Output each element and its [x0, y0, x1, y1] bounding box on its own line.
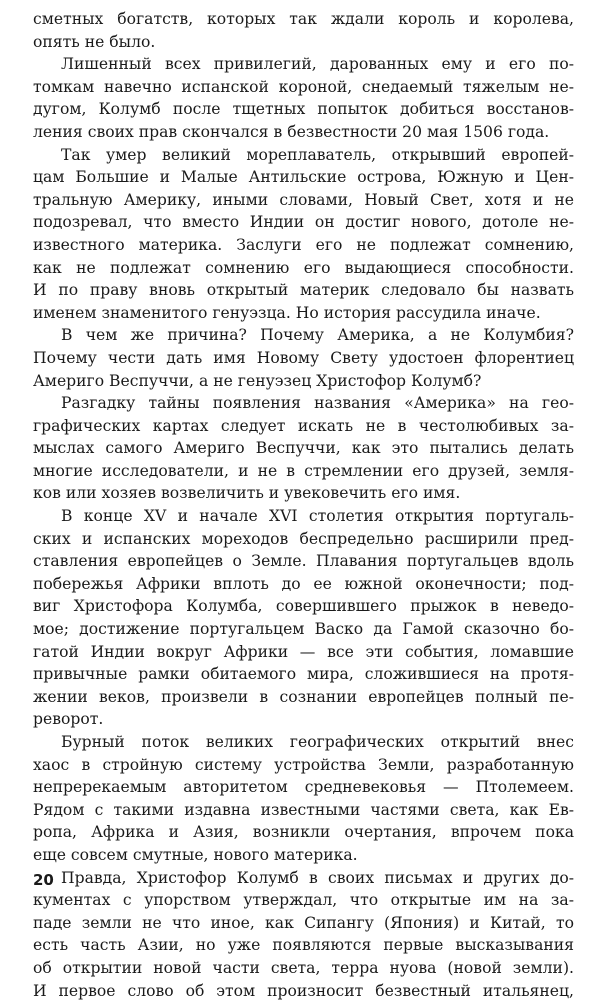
paragraph [33, 505, 574, 731]
text-line: дугом, Колумб после тщетных попыток добиться восстанов- [33, 100, 574, 119]
text-line: Рядом с такими издавна известными частями света, как Ев- [33, 800, 574, 819]
text-line: мыслах самого Америго Веспуччи, как это пытались делать [33, 439, 574, 458]
text-line: виг Христофора Колумба, совершившего прыжок в неведо- [33, 597, 574, 616]
text-line: ставления европейцев о Земле. Плавания португальцев вдоль [33, 552, 574, 571]
text-line: И по праву вновь открытый материк следовало бы назвать [33, 281, 574, 300]
text-line: ления своих прав скончался в безвестности 20 мая 1506 года. [33, 122, 550, 141]
text-line: об открытии новой части света, терра нуова (новой земли). [33, 958, 574, 977]
text-line: сметных богатств, которых так ждали король и королева, [33, 10, 574, 28]
text-line: Правда, Христофор Колумб в своих письмах и других до- [61, 868, 574, 887]
paragraph [33, 53, 574, 143]
text-line: многие исследователи, и не в стремлении его друзей, земля- [33, 461, 574, 480]
page-body [33, 8, 574, 1002]
text-line: цам Большие и Малые Антильские острова, Южную и Цен- [33, 168, 574, 187]
text-line: ропа, Африка и Азия, возникли очертания, впрочем пока [33, 823, 574, 842]
text-line: Америго Веспуччи, а не генуэзец Христофор Колумб? [33, 371, 482, 390]
text-line: Разгадку тайны появления названия «Америка» на гео- [61, 394, 574, 413]
text-line: тральную Америку, иными словами, Новый Свет, хотя и не [33, 190, 574, 209]
text-line: как не подлежат сомнению его выдающиеся способности. [33, 258, 574, 277]
text-line: паде земли не что иное, как Сипангу (Япония) и Китай, то [33, 913, 574, 932]
paragraph [33, 144, 574, 325]
text-line: именем знаменитого генуэзца. Но история рассудила иначе. [33, 303, 541, 322]
text-line: подозревал, что вместо Индии он достиг нового, дотоле не- [33, 213, 574, 232]
text-line: Бурный поток великих географических открытий внес [61, 733, 574, 751]
text-line: непререкаемым авторитетом средневековья — Птолемеем. [33, 778, 574, 797]
text-line: жении веков, произвели в сознании европейцев полный пе- [33, 687, 574, 706]
text-line: опять не было. [33, 32, 156, 51]
text-line: В конце XV и начале XVI столетия открытия португаль- [61, 507, 574, 526]
text-line: томкам навечно испанской короной, снедаемый тяжелым не- [33, 77, 574, 96]
text-line: И первое слово об этом произносит безвестный итальянец, [33, 981, 574, 1000]
text-line: реворот. [33, 710, 104, 729]
text-line: еще совсем смутные, нового материка. [33, 845, 358, 864]
paragraph [33, 8, 574, 53]
paragraph [33, 731, 574, 867]
page-number: 20 [33, 871, 54, 889]
text-line: Почему чести дать имя Новому Свету удостоен флорентиец [33, 348, 574, 367]
paragraph [33, 392, 574, 505]
text-line: известного материка. Заслуги его не подлежат сомнению, [33, 235, 574, 254]
text-line: кументах с упорством утверждал, что открытые им на за- [33, 891, 574, 910]
text-line: графических картах следует искать не в честолюбивых за- [33, 416, 574, 435]
text-line: привычные рамки обитаемого мира, сложившиеся на протя- [33, 665, 574, 684]
text-line: Лишенный всех привилегий, дарованных ему и его по- [61, 55, 574, 74]
text-line: хаос в стройную систему устройства Земли, разработанную [33, 755, 574, 774]
text-line: побережья Африки вплоть до ее южной оконечности; под- [33, 574, 574, 593]
paragraph [33, 324, 574, 392]
text-line: ков или хозяев возвеличить и увековечить его имя. [33, 484, 461, 503]
text-line: Так умер великий мореплаватель, открывший европей- [61, 145, 574, 164]
text-line: мое; достижение португальцем Васко да Гамой сказочно бо- [33, 620, 574, 639]
text-line: есть часть Азии, но уже появляются первые высказывания [33, 936, 574, 955]
paragraph [33, 867, 574, 1002]
text-line: В чем же причина? Почему Америка, а не Колумбия? [61, 326, 574, 345]
text-line: гатой Индии вокруг Африки — все эти события, ломавшие [33, 642, 574, 661]
text-line: ских и испанских мореходов беспредельно расширили пред- [33, 529, 574, 548]
